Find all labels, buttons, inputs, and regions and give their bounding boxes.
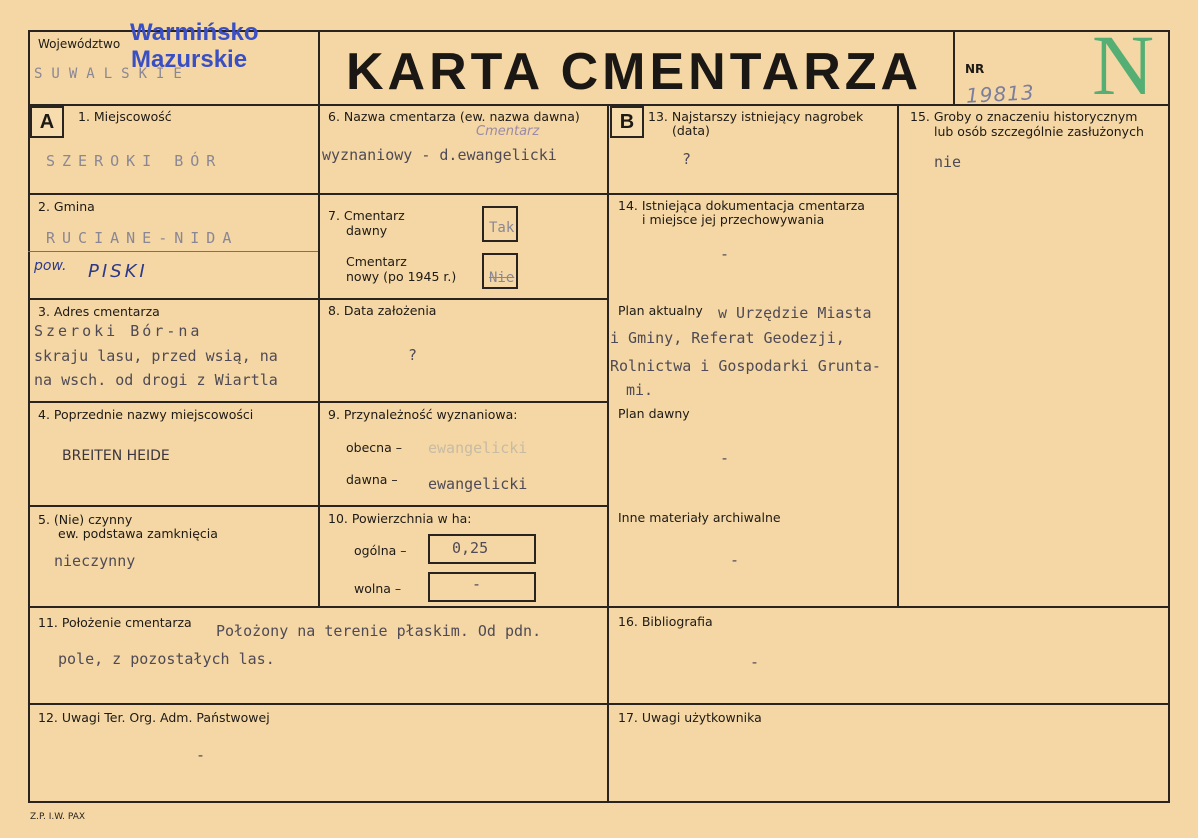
field-17-label: 17. Uwagi użytkownika: [618, 710, 762, 725]
voivodeship-stamp-line1: Warmińsko: [130, 19, 259, 46]
field-7-new-value: Nie: [489, 270, 515, 286]
plan-current-label: Plan aktualny: [618, 303, 703, 318]
field-7-new-label1: Cmentarz: [346, 254, 407, 269]
row-line-1: [28, 193, 897, 195]
voivodeship-label: Województwo: [38, 37, 121, 51]
header-divider-2: [953, 30, 955, 105]
right-border: [1168, 30, 1170, 803]
col-divider-c: [897, 104, 899, 607]
field-3-line3: na wsch. od drogi z Wiartla: [34, 371, 278, 389]
field-6-label: 6. Nazwa cmentarza (ew. nazwa dawna): [328, 109, 580, 124]
field-15-label2: lub osób szczególnie zasłużonych: [934, 124, 1144, 139]
field-2-hand-prefix: pow.: [34, 258, 67, 274]
row-line-3: [28, 401, 608, 403]
field-9-current-value: ewangelicki: [428, 439, 528, 457]
field-7-old-label1: 7. Cmentarz: [328, 208, 405, 223]
field-3-label: 3. Adres cmentarza: [38, 304, 160, 319]
field-9-former-value: ewangelicki: [428, 475, 528, 493]
gmina-underline: [28, 251, 318, 252]
field-13-value: ?: [682, 150, 692, 168]
field-6-hand-note: Cmentarz: [476, 124, 540, 139]
page-title: KARTA CMENTARZA: [346, 43, 923, 101]
field-10-free-label: wolna –: [354, 581, 402, 596]
field-1-label: 1. Miejscowość: [78, 109, 172, 124]
field-5-label1: 5. (Nie) czynny: [38, 512, 133, 527]
field-15-value: nie: [934, 153, 962, 171]
plan-former-label: Plan dawny: [618, 406, 690, 421]
field-7-old-label2: dawny: [346, 223, 388, 238]
field-2-label: 2. Gmina: [38, 199, 95, 214]
field-14-value: -: [720, 245, 730, 263]
field-6-value: wyznaniowy - d.ewangelicki: [322, 146, 557, 164]
field-2-hand-value: PISKI: [88, 261, 148, 282]
section-a-marker: A: [30, 106, 64, 138]
header-divider-1: [318, 30, 320, 105]
other-archives-label: Inne materiały archiwalne: [618, 510, 781, 525]
field-9-former-label: dawna –: [346, 472, 398, 487]
col-divider-a: [318, 104, 320, 607]
field-8-label: 8. Data założenia: [328, 303, 437, 318]
field-14-label2: i miejsce jej przechowywania: [642, 212, 825, 227]
field-2-value: RUCIANE-NIDA: [46, 229, 239, 247]
section-b-marker: B: [610, 106, 644, 138]
field-4-label: 4. Poprzednie nazwy miejscowości: [38, 407, 254, 422]
printer-imprint: Z.P. I.W. PAX: [30, 812, 86, 822]
green-corner-mark: N: [1092, 17, 1155, 113]
field-7-new-label2: nowy (po 1945 r.): [346, 269, 457, 284]
nr-label: NR: [965, 62, 985, 76]
row-line-5: [28, 606, 1170, 608]
field-11-label: 11. Położenie cmentarza: [38, 615, 192, 630]
other-archives-value: -: [730, 551, 740, 569]
plan-current-line2: i Gminy, Referat Geodezji,: [610, 329, 845, 347]
row-line-2: [28, 298, 608, 300]
field-4-value: BREITEN HEIDE: [62, 448, 170, 464]
row-line-4: [28, 505, 608, 507]
field-16-label: 16. Bibliografia: [618, 614, 713, 629]
voivodeship-stamp-line2: Mazurskie: [131, 46, 248, 73]
field-10-free-value: -: [472, 575, 482, 593]
field-10-total-value: 0,25: [452, 539, 489, 557]
row-line-6: [28, 703, 1170, 705]
field-8-value: ?: [408, 346, 418, 364]
field-5-label2: ew. podstawa zamknięcia: [58, 526, 218, 541]
field-14-label1: 14. Istniejąca dokumentacja cmentarza: [618, 198, 865, 213]
field-11-line1: Położony na terenie płaskim. Od pdn.: [216, 622, 542, 640]
col-divider-b: [607, 104, 609, 801]
left-border: [28, 30, 30, 803]
field-3-line1: Szeroki Bór-na: [34, 322, 203, 340]
nr-handwritten: 19813: [965, 80, 1036, 108]
field-15-label1: 15. Groby o znaczeniu historycznym: [910, 109, 1138, 124]
field-9-label: 9. Przynależność wyznaniowa:: [328, 407, 518, 422]
field-10-label: 10. Powierzchnia w ha:: [328, 511, 472, 526]
field-13-label2: (data): [672, 123, 710, 138]
plan-current-line1: w Urzędzie Miasta: [718, 304, 872, 322]
field-11-line2: pole, z pozostałych las.: [58, 650, 275, 668]
field-10-free-box: [428, 572, 536, 602]
plan-current-line4: mi.: [626, 381, 654, 399]
field-1-value: SZEROKI BÓR: [46, 152, 223, 170]
field-10-total-label: ogólna –: [354, 543, 407, 558]
field-9-current-label: obecna –: [346, 440, 402, 455]
field-5-value: nieczynny: [54, 552, 136, 570]
plan-former-value: -: [720, 449, 730, 467]
voivodeship-typed: SUWALSKIE: [34, 66, 191, 82]
field-12-label: 12. Uwagi Ter. Org. Adm. Państwowej: [38, 710, 270, 725]
bottom-border: [28, 801, 1170, 803]
field-12-value: -: [196, 746, 206, 764]
field-3-line2: skraju lasu, przed wsią, na: [34, 347, 278, 365]
field-7-old-value: Tak: [489, 220, 515, 236]
field-16-value: -: [750, 653, 760, 671]
field-13-label1: 13. Najstarszy istniejący nagrobek: [648, 109, 864, 124]
plan-current-line3: Rolnictwa i Gospodarki Grunta-: [610, 357, 881, 375]
